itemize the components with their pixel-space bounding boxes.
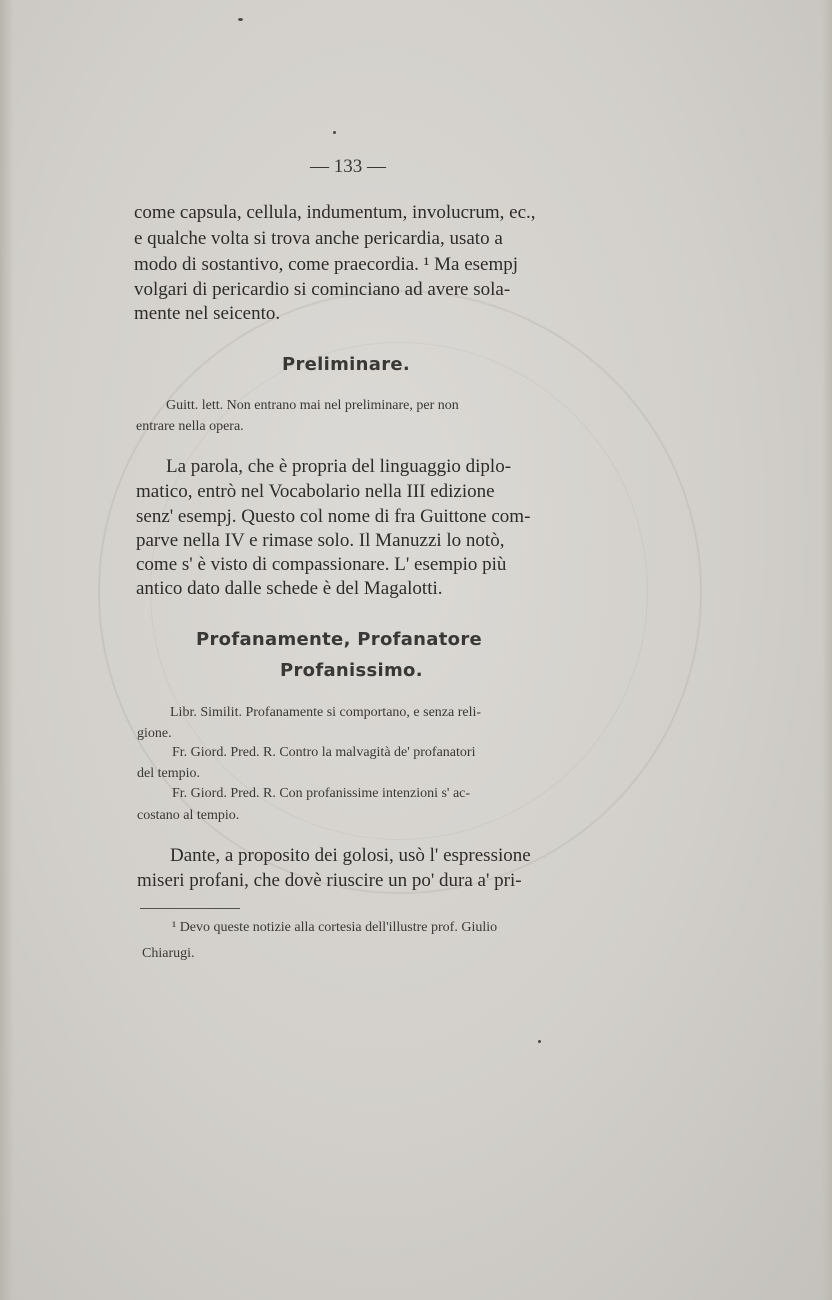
- text-line: miseri profani, che dovè riuscire un po' dura a' pri-: [137, 870, 522, 891]
- citation-line: Fr. Giord. Pred. R. Con profanissime intenzioni s' ac-: [172, 786, 471, 801]
- footnote-rule: [140, 908, 240, 909]
- entry-heading: Profanissimo.: [280, 660, 423, 681]
- text-line: volgari di pericardio si cominciano ad avere sola-: [134, 279, 511, 300]
- text-line: e qualche volta si trova anche pericardia, usato a: [134, 228, 503, 249]
- footnote-line: Chiarugi.: [142, 946, 195, 961]
- citation-line: entrare nella opera.: [136, 419, 244, 434]
- text-line: matico, entrò nel Vocabolario nella III edizione: [136, 481, 495, 502]
- citation-line: Libr. Similit. Profanamente si comportano, e senza reli-: [170, 705, 482, 720]
- ink-speck: [333, 131, 336, 134]
- ink-speck: [238, 18, 243, 21]
- ink-speck: [538, 1040, 541, 1043]
- text-line: senz' esempj. Questo col nome di fra Guittone com-: [136, 506, 531, 527]
- citation-line: costano al tempio.: [137, 808, 240, 823]
- page-number: — 133 —: [310, 156, 386, 177]
- page-right-edge: [822, 0, 832, 1300]
- text-line: mente nel seicento.: [134, 303, 281, 324]
- citation-line: Guitt. lett. Non entrano mai nel preliminare, per non: [166, 398, 459, 413]
- citation-line: gione.: [137, 726, 172, 741]
- text-line: come s' è visto di compassionare. L' esempio più: [136, 554, 507, 575]
- text-line: come capsula, cellula, indumentum, involucrum, ec.,: [134, 202, 536, 223]
- text-line: La parola, che è propria del linguaggio diplo-: [166, 456, 512, 477]
- page-left-edge: [0, 0, 14, 1300]
- citation-line: del tempio.: [137, 766, 200, 781]
- entry-heading: Profanamente, Profanatore: [196, 629, 482, 650]
- text-line: antico dato dalle schede è del Magalotti.: [136, 578, 443, 599]
- citation-line: Fr. Giord. Pred. R. Contro la malvagità de' profanatori: [172, 745, 476, 760]
- text-line: parve nella IV e rimase solo. Il Manuzzi lo notò,: [136, 530, 505, 551]
- text-line: modo di sostantivo, come praecordia. ¹ Ma esempj: [134, 254, 519, 275]
- text-line: Dante, a proposito dei golosi, usò l' espressione: [170, 845, 531, 866]
- footnote-line: ¹ Devo queste notizie alla cortesia dell'illustre prof. Giulio: [172, 920, 498, 935]
- entry-heading: Preliminare.: [282, 354, 411, 375]
